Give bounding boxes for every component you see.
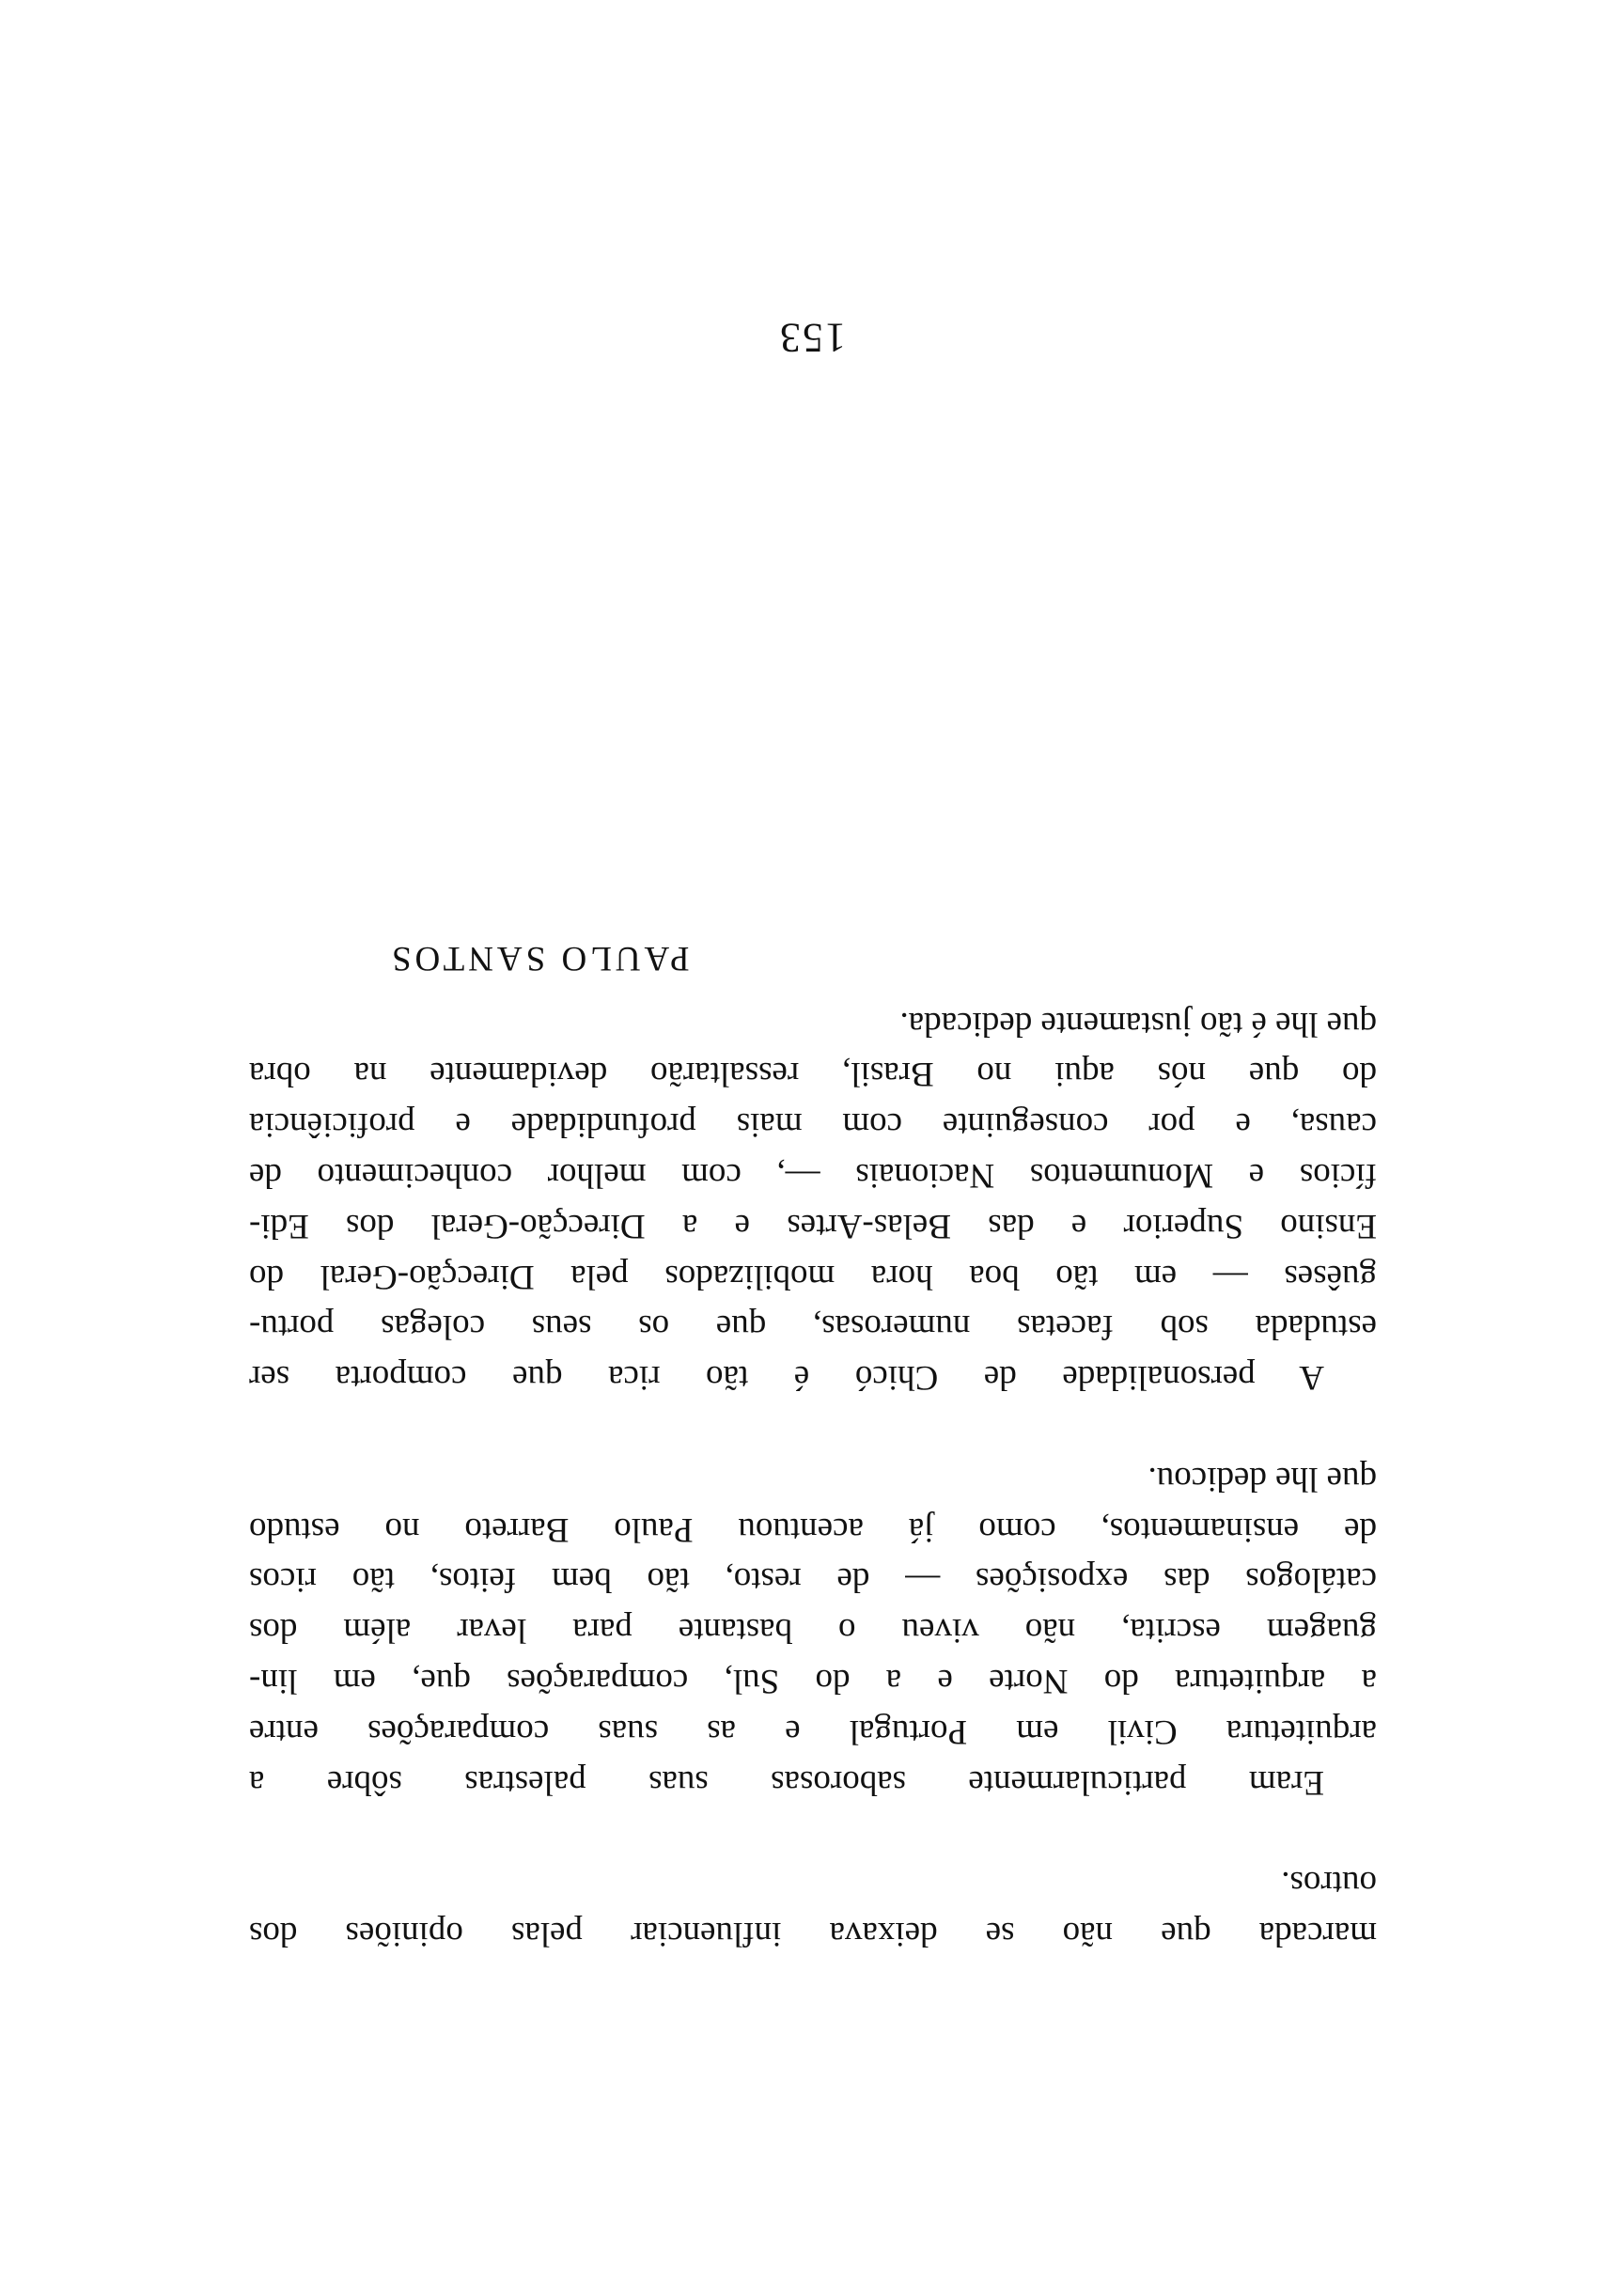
paragraph-gap bbox=[249, 1807, 1377, 1858]
text-line: estudada sob facetas numerosas, que os seus colegas portu- bbox=[249, 1307, 1377, 1347]
paragraph-gap bbox=[249, 1402, 1377, 1453]
text-line: do que nós aqui no Brasil, ressaltarão devidamente na obra bbox=[249, 1055, 1377, 1094]
paragraph-1 bbox=[249, 1857, 1377, 1959]
text-line: a arquitetura do Norte e a do Sul, comparações que, em lin- bbox=[249, 1662, 1377, 1701]
paragraph-2 bbox=[249, 1453, 1377, 1807]
text-line: A personalidade de Chicó é tão rica que comporta ser bbox=[249, 1358, 1324, 1398]
text-line: guagem escrita, não viveu o bastante para levar além dos bbox=[249, 1611, 1377, 1650]
author-signature: PAULO SANTOS bbox=[388, 938, 690, 978]
text-line: marcada que não se deixava influenciar pelas opiniões dos bbox=[249, 1915, 1377, 1953]
text-line: guêses — em tão boa hora mobilizados pela Direcção-Geral do bbox=[249, 1257, 1377, 1296]
text-line: que lhe dedicou. bbox=[1148, 1459, 1377, 1498]
text-line: causa, e por conseguinte com mais profundidade e proficiência bbox=[249, 1105, 1377, 1145]
text-line: Eram particularmente saborosas suas palestras sôbre a bbox=[249, 1762, 1324, 1802]
text-line: Ensino Superior e das Belas-Artes e a Direcção-Geral dos Edi- bbox=[249, 1206, 1377, 1245]
text-line: que lhe é tão justamente dedicada. bbox=[899, 1004, 1377, 1043]
text-line: fícios e Monumentos Nacionais —, com melhor conhecimento de bbox=[249, 1156, 1377, 1196]
text-line: catálogos das exposições — de resto, tão bem feitos, tão ricos bbox=[249, 1560, 1377, 1600]
page-number: 153 bbox=[778, 315, 846, 361]
text-column bbox=[249, 932, 1377, 1959]
paragraph-3 bbox=[249, 998, 1377, 1402]
text-line: arquitetura Civil em Portugal e as suas comparações entre bbox=[249, 1712, 1377, 1751]
text-line: outros. bbox=[1281, 1864, 1377, 1903]
text-line: de ensinamentos, como já acentuou Paulo Barreto no estudo bbox=[249, 1510, 1377, 1549]
